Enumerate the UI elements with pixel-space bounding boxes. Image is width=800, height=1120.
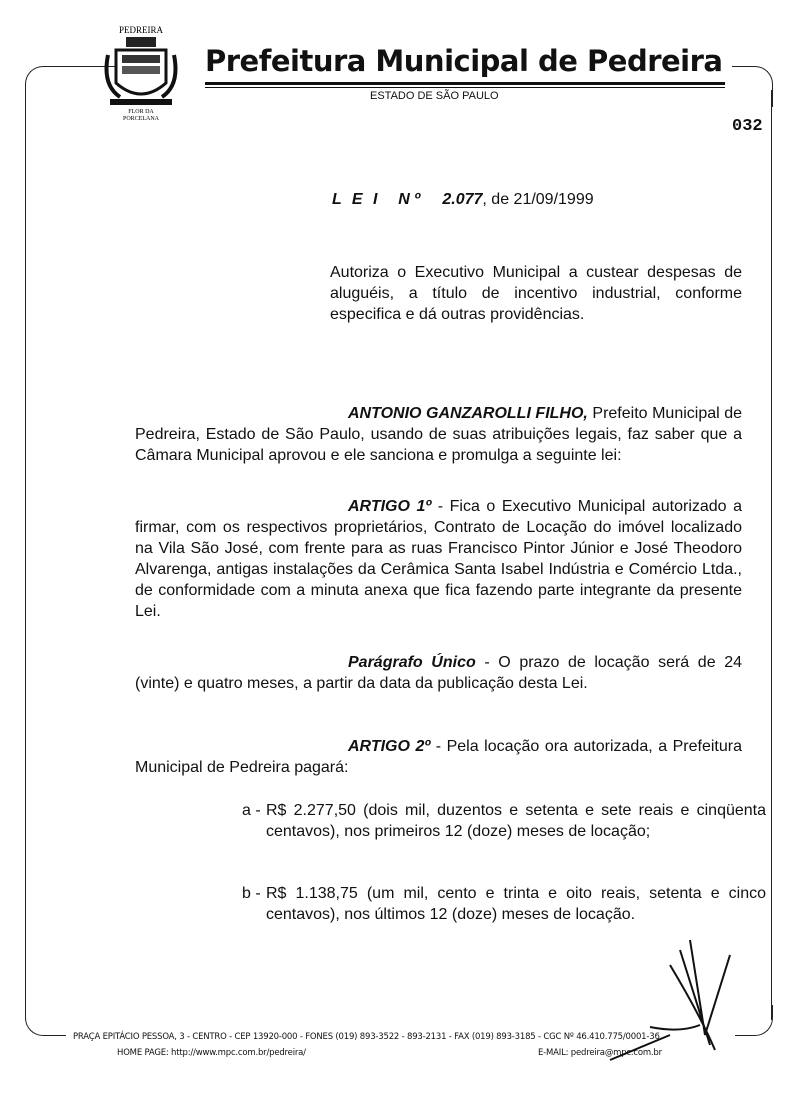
item-b (242, 883, 766, 925)
page-number: 032 (732, 117, 763, 136)
mayor-name: ANTONIO GANZAROLLI FILHO, (348, 405, 588, 422)
law-number: 2.077 (442, 191, 483, 208)
article-1-label: ARTIGO 1º (348, 498, 432, 515)
article-1-text: - Fica o Executivo Municipal autorizado a firmar, com os respectivos proprietários, Contrato de Locação do imóvel localizado na Vila São José, com frente para as ruas Francisco Pintor Júnior e José Theodoro Alvarenga, antigas instalações da Cerâmica Santa Isabel Indústria e Comércio Ltda., de conformidade com a minuta anexa que fica fazendo parte integrante da presente Lei. (135, 498, 743, 620)
title-underline (205, 82, 725, 85)
page-frame-right (771, 90, 772, 1020)
svg-text:PEDREIRA: PEDREIRA (118, 25, 164, 35)
sole-paragraph-label: Parágrafo Único (348, 654, 476, 671)
preamble (135, 403, 742, 466)
footer-homepage: HOME PAGE: http://www.mpc.com.br/pedreira/ (117, 1048, 306, 1058)
page-frame-left (25, 90, 26, 1020)
law-prefix: L E I (332, 191, 381, 208)
footer-email: E-MAIL: pedreira@mpc.com.br (538, 1048, 662, 1058)
item-a-text: R$ 2.277,50 (dois mil, duzentos e setenta e sete reais e cinqüenta centavos), nos primeiros 12 (doze) meses de locação; (266, 802, 766, 840)
title-underline-thin (205, 87, 725, 88)
municipal-crest-logo (100, 5, 182, 125)
item-a-letter: a - (242, 802, 261, 819)
law-heading (332, 191, 594, 209)
page-frame-bottom-left (25, 1005, 66, 1036)
law-number-label: N º (398, 191, 421, 208)
page-frame-top-right (732, 66, 773, 107)
preamble-text: Prefeito Municipal de Pedreira, Estado de São Paulo, usando de suas atribuições legais, faz saber que a Câmara Municipal aprovou e ele sanciona e promulga a seguinte lei: (135, 405, 743, 464)
law-date: , de 21/09/1999 (482, 191, 594, 208)
state-subtitle: ESTADO DE SÃO PAULO (370, 90, 499, 102)
item-b-text: R$ 1.138,75 (um mil, cento e trinta e oito reais, setenta e cinco centavos), nos últimos 12 (doze) meses de locação. (266, 885, 766, 923)
municipality-title: Prefeitura Municipal de Pedreira (205, 44, 723, 78)
article-1 (135, 496, 742, 622)
item-a (242, 800, 766, 842)
svg-text:PORCELANA: PORCELANA (122, 116, 160, 122)
signature (590, 935, 750, 1065)
footer-address: PRAÇA EPITÁCIO PESSOA, 3 - CENTRO - CEP 13920-000 - FONES (019) 893-3522 - 893-2131 - FAX (019) 893-3185 - CGC Nº 46.410.775/0001-36 (73, 1032, 660, 1042)
law-summary: Autoriza o Executivo Municipal a custear despesas de aluguéis, a título de incentivo industrial, conforme especifica e dá outras providências. (330, 264, 742, 323)
sole-paragraph-text: - O prazo de locação será de 24 (vinte) e quatro meses, a partir da data da publicação desta Lei. (135, 654, 742, 692)
sole-paragraph (135, 652, 742, 694)
article-2-text: - Pela locação ora autorizada, a Prefeitura Municipal de Pedreira pagará: (135, 738, 743, 776)
svg-text:FLOR DA: FLOR DA (128, 109, 154, 115)
article-2 (135, 736, 742, 778)
item-b-letter: b - (242, 885, 261, 902)
article-2-label: ARTIGO 2º (348, 738, 431, 755)
